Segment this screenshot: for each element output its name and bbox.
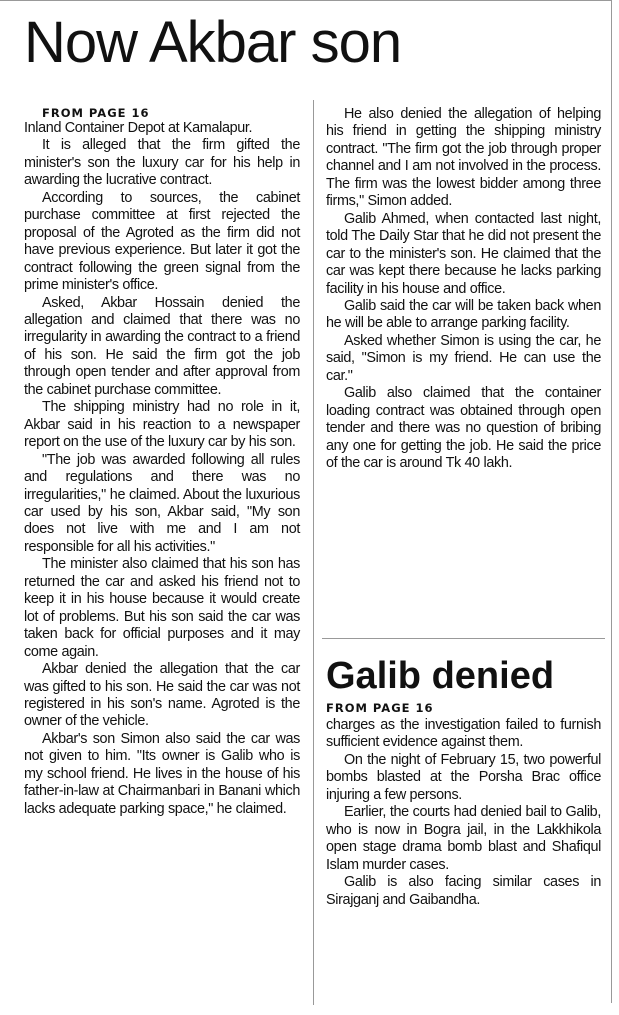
top-edge-rule — [0, 0, 612, 1]
body-paragraph: He also denied the allegation of helping his friend in getting the shipping ministry contract. "The firm got the job through proper channel and I am not involved in the process. The firm was the lowest bidder among three firms," Simon added. — [326, 106, 601, 210]
article-column-2 — [326, 106, 601, 473]
body-paragraph: Asked, Akbar Hossain denied the allegation and claimed that there was no irregularity in awarding the contract to a friend of his son. He said the firm got the job through open tender and after approval from the cabinet purchase committee. — [24, 294, 300, 398]
body-paragraph: Galib also claimed that the container loading contract was obtained through open tender and there was no question of bribing any one for getting the job. He said the price of the car is around Tk 40 lakh. — [326, 385, 601, 472]
body-paragraph: Akbar denied the allegation that the car was gifted to his son. He said the car was not registered in his son's name. Agroted is the owner of the vehicle. — [24, 661, 300, 730]
continuation-kicker-2: FROM PAGE 16 — [326, 701, 434, 715]
body-paragraph: Inland Container Depot at Kamalapur. — [24, 120, 253, 136]
body-paragraph: Galib is also facing similar cases in Sirajganj and Gaibandha. — [326, 874, 601, 908]
body-paragraph: Galib said the car will be taken back when he will be able to arrange parking facility. — [326, 297, 601, 332]
body-paragraph: Akbar's son Simon also said the car was not given to him. "Its owner is Galib who is my school friend. He lives in the house of his father-in-law at Chairmanbari in Banani which lacks adequate parking space," he claimed. — [24, 730, 300, 817]
body-paragraph: The minister also claimed that his son has returned the car and asked his friend not to keep it in his house because it would create lot of problems. But his son said the car was taken back for official purposes and it may come again. — [24, 556, 300, 660]
continuation-kicker: FROM PAGE 16 — [42, 106, 150, 120]
body-paragraph: Asked whether Simon is using the car, he said, "Simon is my friend. He can use the car." — [326, 332, 601, 384]
column-divider — [313, 100, 314, 1005]
article-column-1 — [24, 106, 300, 818]
body-paragraph: "The job was awarded following all rules and regulations and there was no irregularities," he claimed. About the luxurious car used by his son, Akbar said, "My son does not live with me and I am not responsible for all his activities." — [24, 451, 300, 555]
sub-headline: Galib denied — [326, 655, 555, 697]
body-paragraph: It is alleged that the firm gifted the minister's son the luxury car for his help in awarding the lucrative contract. — [24, 137, 300, 189]
headline: Now Akbar son — [24, 10, 402, 75]
body-paragraph: charges as the investigation failed to furnish sufficient evidence against them. — [326, 717, 601, 751]
right-edge-rule — [611, 0, 612, 1003]
body-paragraph: The shipping ministry had no role in it, Akbar said in his reaction to a newspaper report on the use of the luxury car by his son. — [24, 399, 300, 451]
body-paragraph: Galib Ahmed, when contacted last night, told The Daily Star that he did not present the car to the minister's son. He claimed that the car was kept there because he lacks parking facility in his house and office. — [326, 210, 601, 297]
body-paragraph: According to sources, the cabinet purchase committee at first rejected the proposal of the Agroted as the firm did not have previous experience. But later it got the contract following the green signal from the prime minister's office. — [24, 189, 300, 294]
article-column-3 — [326, 717, 601, 909]
body-paragraph: On the night of February 15, two powerful bombs blasted at the Porsha Brac office injuring a few persons. — [326, 751, 601, 803]
article-separator — [322, 638, 605, 639]
body-paragraph: Earlier, the courts had denied bail to Galib, who is now in Bogra jail, in the Lakkhikola open stage drama bomb blast and Shafiqul Islam murder cases. — [326, 804, 601, 873]
